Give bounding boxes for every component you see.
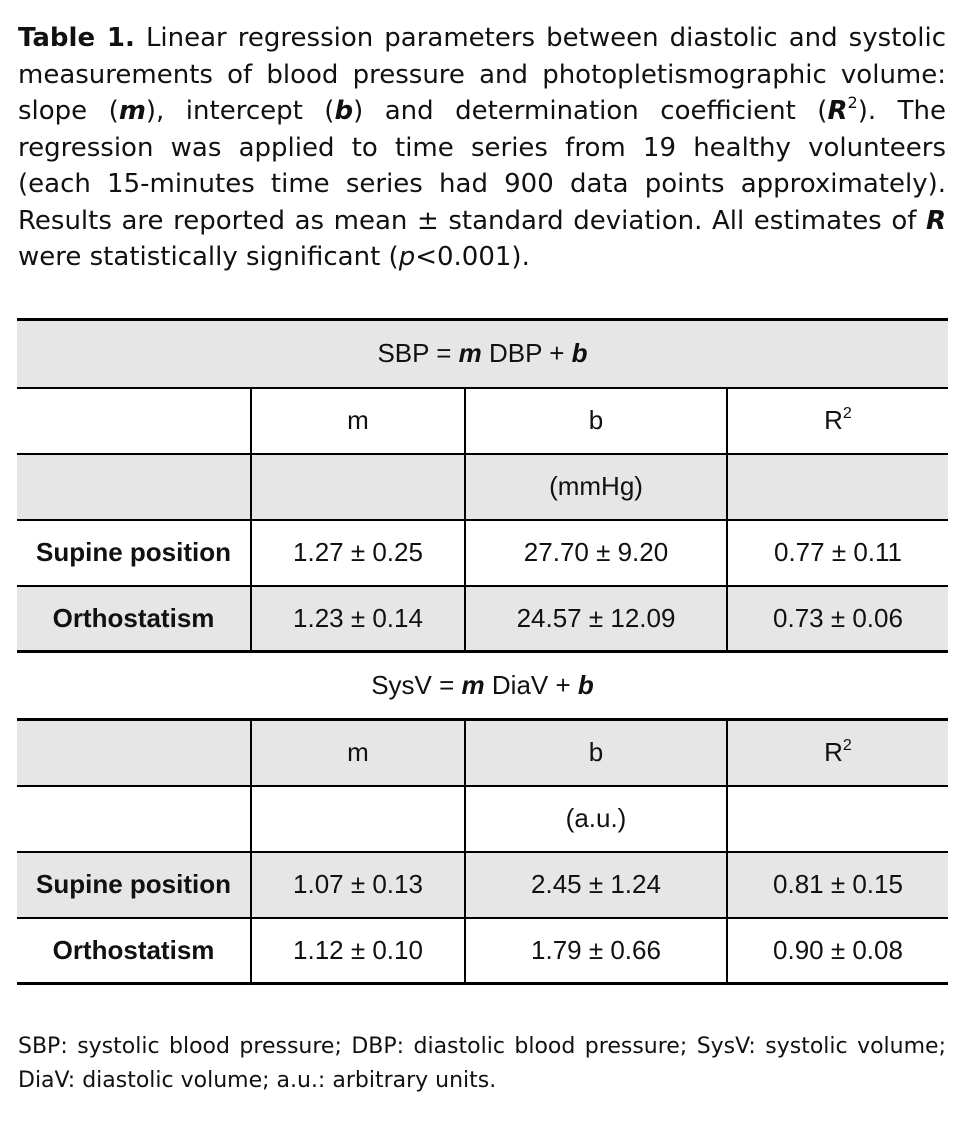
- col-header-r2: $R^2$: [727, 388, 948, 454]
- col-header-m: m: [251, 388, 465, 454]
- table-footnote: SBP: systolic blood pressure; DBP: diastolic blood pressure; SysV: systolic volume; DiaV: diastolic volume; a.u.: arbitrary units.: [18, 1034, 946, 1093]
- cell-r2: 0.81 ± 0.15: [727, 852, 948, 918]
- table-caption: Table 1. Linear regression parameters between diastolic and systolic measurements of blood pressure and photopletismographic volume: slope (m), intercept (b) and determination coefficient $(R^2)$. The regression was applied to time series from 19 healthy volunteers (each 15-minutes time series had 900 data points approximately). Results are reported as mean ± standard deviation. All estimates of R were statistically significant (p<0.001).: [18, 23, 946, 272]
- cell-b: 1.79 ± 0.66: [465, 918, 727, 984]
- cell-r2: 0.73 ± 0.06: [727, 586, 948, 652]
- unit-b-bp: (mmHg): [465, 454, 727, 520]
- cell-m: 1.12 ± 0.10: [251, 918, 465, 984]
- cell-m: 1.23 ± 0.14: [251, 586, 465, 652]
- row-label: Orthostatism: [17, 918, 251, 984]
- cell-r2: 0.90 ± 0.08: [727, 918, 948, 984]
- cell-b: 2.45 ± 1.24: [465, 852, 727, 918]
- equation-row-vol: [17, 652, 948, 720]
- equation-vol: SysV = m DiaV + b: [371, 670, 594, 700]
- row-label: Supine position: [17, 520, 251, 586]
- cell-m: 1.07 ± 0.13: [251, 852, 465, 918]
- regression-table: [17, 318, 948, 985]
- table-row: [17, 586, 948, 652]
- table-row: [17, 520, 948, 586]
- col-header-m: m: [251, 720, 465, 786]
- header-row-vol: [17, 720, 948, 786]
- cell-b: 24.57 ± 12.09: [465, 586, 727, 652]
- header-row-bp: [17, 388, 948, 454]
- col-header-b: b: [465, 720, 727, 786]
- units-row-bp: [17, 454, 948, 520]
- cell-m: 1.27 ± 0.25: [251, 520, 465, 586]
- cell-b: 27.70 ± 9.20: [465, 520, 727, 586]
- units-row-vol: [17, 786, 948, 852]
- cell-r2: 0.77 ± 0.11: [727, 520, 948, 586]
- row-label: Supine position: [17, 852, 251, 918]
- equation-row-bp: [17, 320, 948, 388]
- table-row: [17, 852, 948, 918]
- unit-b-vol: (a.u.): [465, 786, 727, 852]
- caption-label: Table 1.: [18, 23, 135, 53]
- equation-bp: SBP = m DBP + b: [377, 338, 588, 369]
- col-header-r2: $R^2$: [727, 720, 948, 786]
- table-row: [17, 918, 948, 984]
- row-label: Orthostatism: [17, 586, 251, 652]
- col-header-b: b: [465, 388, 727, 454]
